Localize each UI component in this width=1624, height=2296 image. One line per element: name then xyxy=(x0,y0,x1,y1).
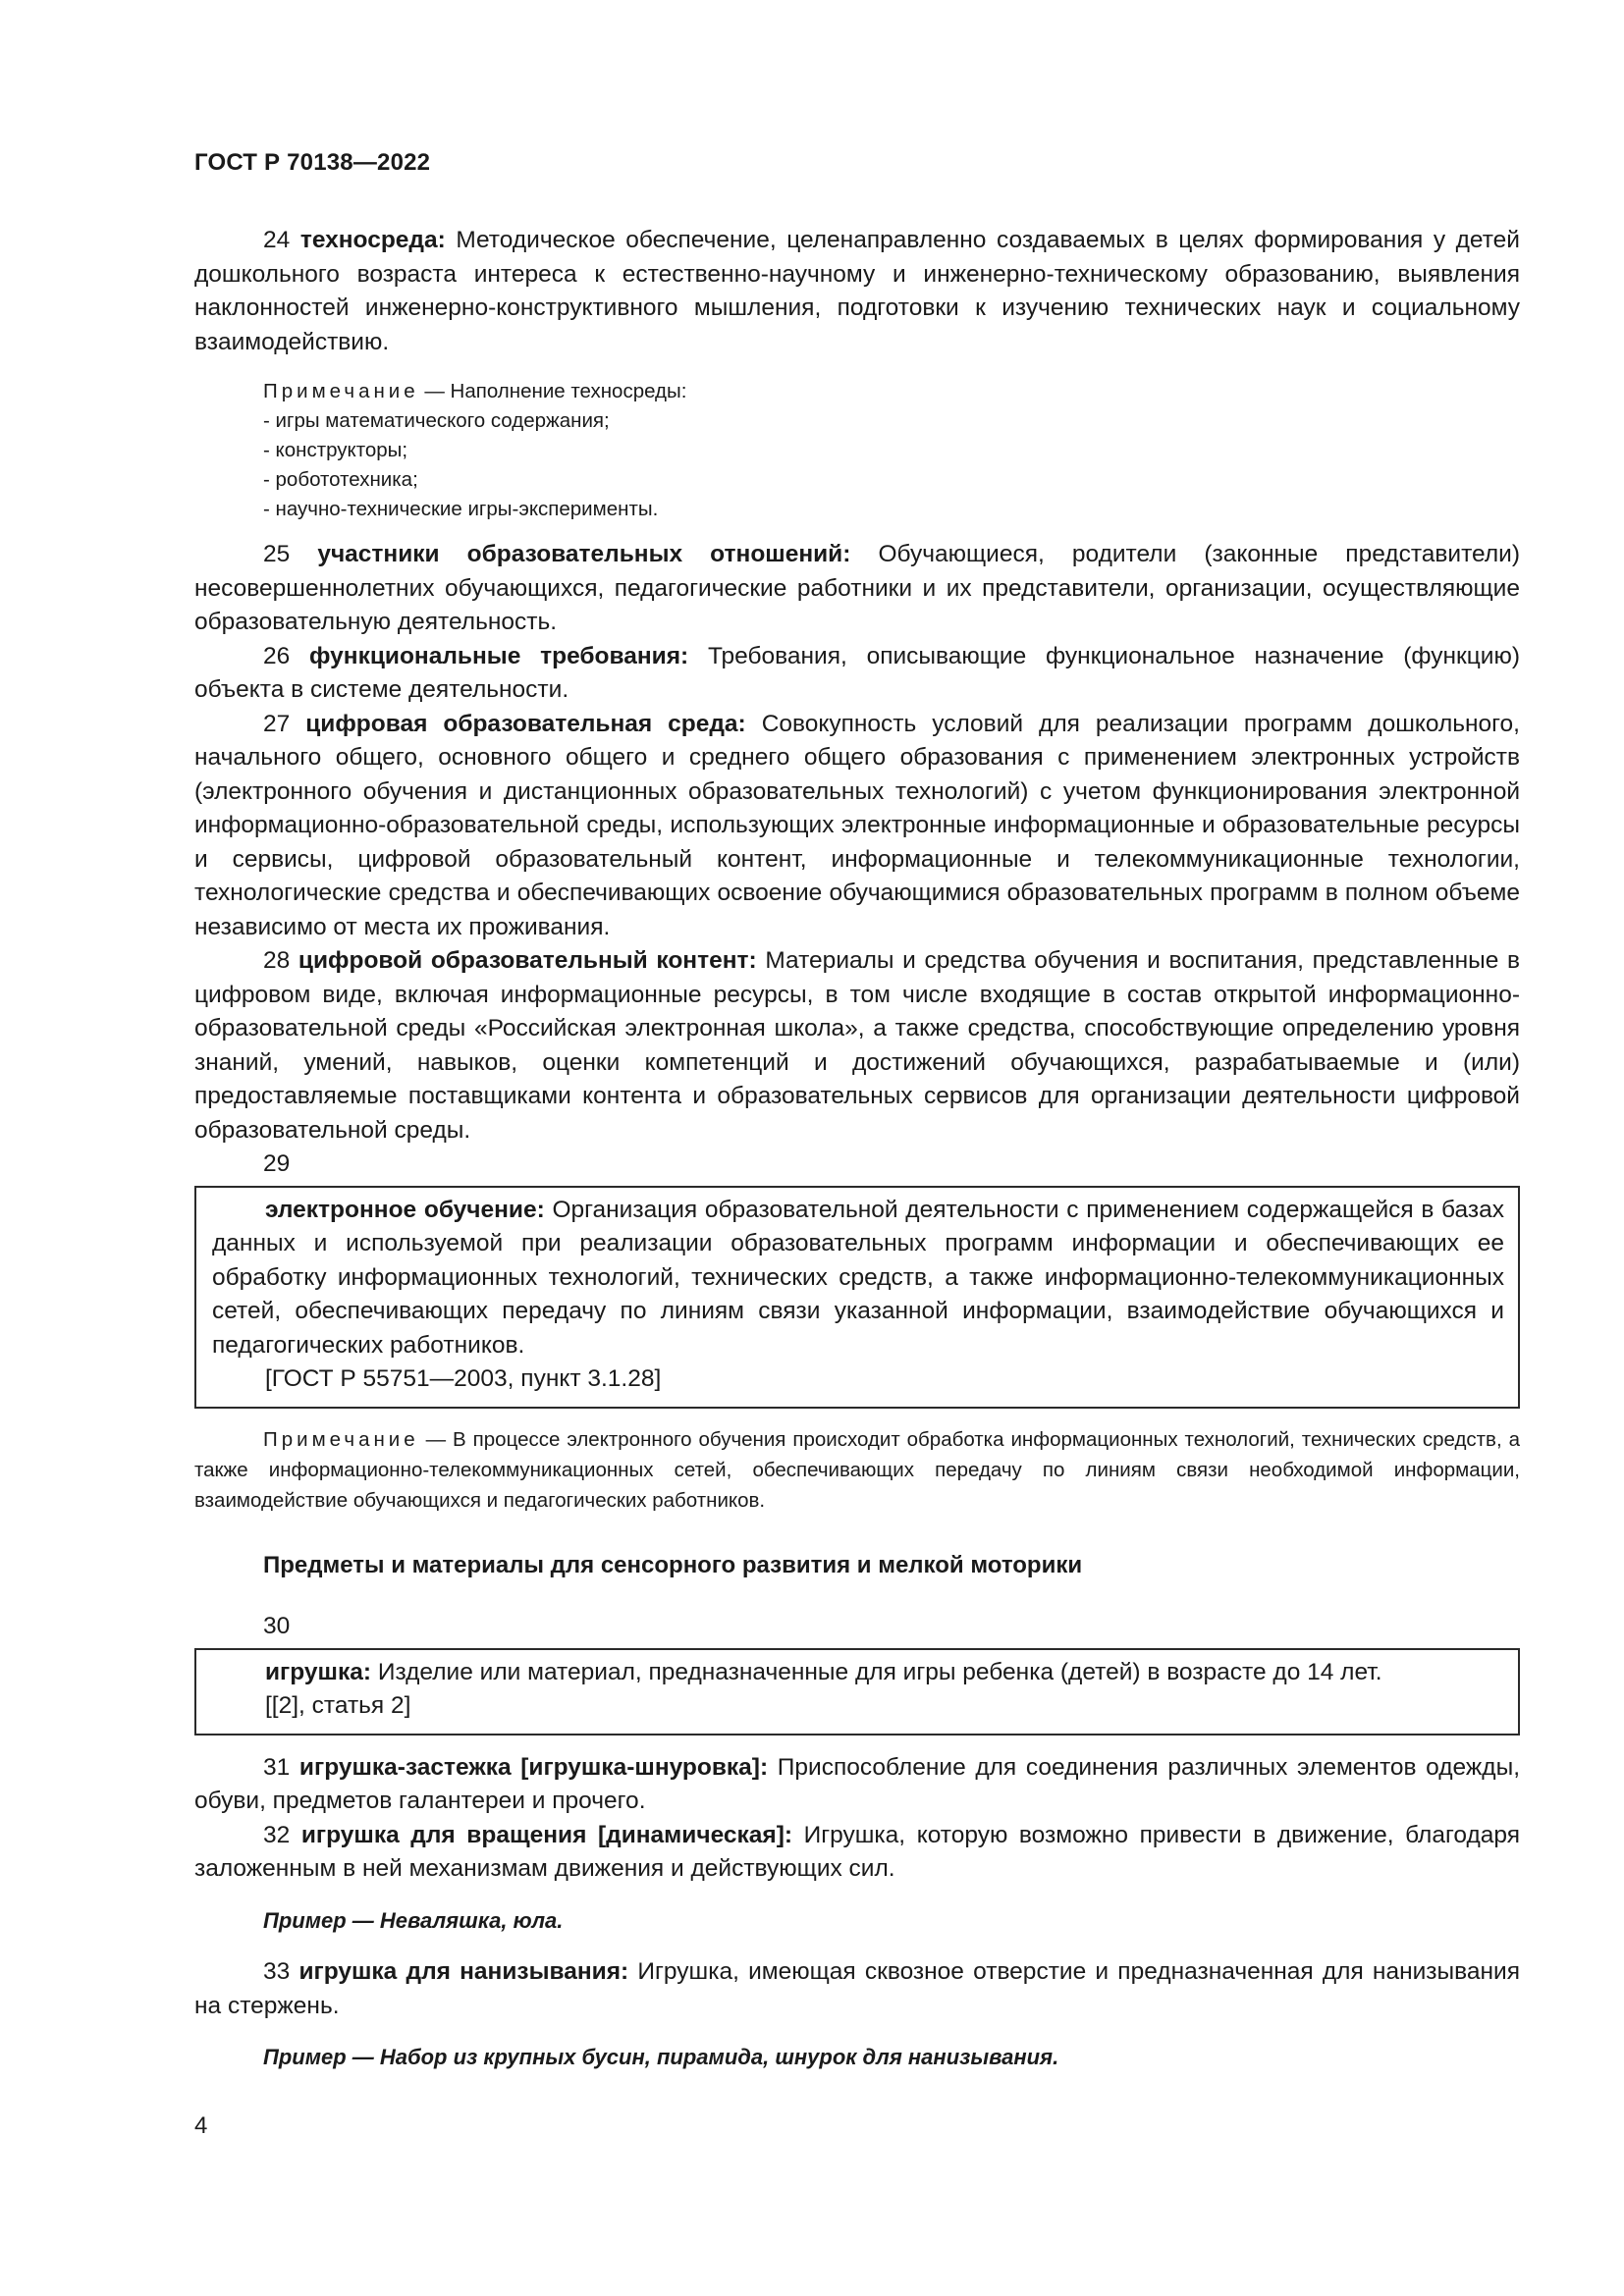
term-number: 33 xyxy=(263,1958,291,1985)
section-heading: Предметы и материалы для сенсорного развития и мелкой моторики xyxy=(263,1551,1083,1578)
term-entry-26 xyxy=(194,640,1520,708)
example-33: Пример — Набор из крупных бусин, пирамида, шнурок для нанизывания. xyxy=(263,2045,1059,2069)
term-number-29: 29 xyxy=(263,1150,291,1177)
term-name: электронное обучение: xyxy=(265,1196,545,1223)
term-entry-31 xyxy=(194,1751,1520,1819)
term-box-30 xyxy=(194,1648,1520,1735)
term-number: 28 xyxy=(263,947,291,974)
term-entry-29 xyxy=(212,1194,1504,1363)
term-definition: Методическое обеспечение, целенаправленно создаваемых в целях формирования у детей дошкольного возраста интереса к естественно-научному и инженерно-техническому образованию, выявления наклонностей инженерно-конструктивного мышления, подготовки к изучению технических наук и социальному взаимодействию. xyxy=(194,227,1520,355)
term-definition: Изделие или материал, предназначенные для игры ребенка (детей) в возрасте до 14 лет. xyxy=(377,1658,1382,1685)
term-name: техносреда: xyxy=(299,227,446,253)
term-definition: Материалы и средства обучения и воспитания, представленные в цифровом виде, включая информационные ресурсы, в том числе входящие в состав открытой информационно-образовательной среды «Российская электронная школа», а также средства, способствующие определению уровня знаний, умений, навыков, оценки компетенций и достижений обучающихся, разрабатываемые и (или) предоставляемые поставщиками контента и образовательных сервисов для организации деятельности цифровой образовательной среды. xyxy=(194,947,1520,1144)
term-name: игрушка-застежка [игрушка-шнуровка]: xyxy=(298,1753,769,1781)
term-name: игрушка для вращения [динамическая]: xyxy=(300,1821,793,1848)
term-definition: Игрушка, которую возможно привести в движение, благодаря заложенным в ней механизмам движения и действующих сил. xyxy=(194,1821,1520,1882)
term-definition: Обучающиеся, родители (законные представители) несовершеннолетних обучающихся, педагогические работники и их представители, организации, осуществляющие образовательную деятельность. xyxy=(194,541,1520,635)
note-list-item: - научно-технические игры-эксперименты. xyxy=(263,498,659,520)
term-entry-30 xyxy=(212,1656,1504,1690)
term-entry-28 xyxy=(194,944,1520,1148)
term-name: функциональные требования: xyxy=(309,642,689,669)
term-number: 25 xyxy=(263,541,291,567)
term-definition: Приспособление для соединения различных элементов одежды, обуви, предметов галантереи и прочего. xyxy=(194,1753,1521,1814)
term-name: игрушка: xyxy=(265,1658,372,1685)
term-definition: Игрушка, имеющая сквозное отверстие и предназначенная для нанизывания на стержень. xyxy=(194,1958,1520,2019)
term-entry-33 xyxy=(194,1955,1520,2023)
term-source: [ГОСТ Р 55751—2003, пункт 3.1.28] xyxy=(265,1365,662,1392)
example-32: Пример — Неваляшка, юла. xyxy=(263,1907,564,1933)
term-source: [[2], статья 2] xyxy=(265,1692,411,1719)
term-number: 32 xyxy=(263,1821,291,1848)
term-name: игрушка для нанизывания: xyxy=(298,1958,629,1985)
term-definition: Требования, описывающие функциональное назначение (функцию) объекта в системе деятельности. xyxy=(194,642,1521,703)
term-number: 24 xyxy=(263,227,291,253)
document-code: ГОСТ Р 70138—2022 xyxy=(194,149,431,176)
note-technosreda xyxy=(263,377,1520,524)
term-entry-32 xyxy=(194,1819,1520,1887)
term-entry-24 xyxy=(194,224,1520,359)
term-number-30: 30 xyxy=(263,1613,291,1639)
note-list-item: - робототехника; xyxy=(263,468,418,491)
note-label: Примечание xyxy=(263,1427,419,1451)
term-number: 31 xyxy=(263,1753,291,1781)
term-name: участники образовательных отношений: xyxy=(317,541,851,567)
term-definition: Совокупность условий для реализации программ дошкольного, начального общего, основного общего и среднего общего образования с применением электронных устройств (электронного обучения и дистанционных образовательных технологий) с учетом функционирования электронной информационно-образовательной среды, использующих электронные информационные и образовательные ресурсы и сервисы, цифровой образовательный контент, информационные и телекоммуникационные технологии, технологические средства и обеспечивающих освоение обучающимися образовательных программ в полном объеме независимо от места их проживания. xyxy=(194,710,1520,940)
term-name: цифровая образовательная среда: xyxy=(305,710,746,737)
note-label: Примечание xyxy=(263,380,419,402)
page-number: 4 xyxy=(194,2112,208,2139)
document-body xyxy=(194,224,1520,2093)
term-box-29 xyxy=(194,1186,1520,1409)
term-definition: Организация образовательной деятельности с применением содержащейся в базах данных и используемой при реализации образовательных программ информации и обеспечивающих ее обработку информационных технологий, технических средств, а также информационно-телекоммуникационных сетей, обеспечивающих передачу по линиям связи указанной информации, взаимодействие обучающихся и педагогических работников. xyxy=(212,1196,1504,1359)
note-text: — В процессе электронного обучения происходит обработка информационных технологий, технических средств, а также информационно-телекоммуникационных сетей, обеспечивающих передачу по линиям связи необходимой информации, взаимодействие обучающихся и педагогических работников. xyxy=(194,1427,1520,1512)
term-entry-27 xyxy=(194,708,1520,945)
term-number: 27 xyxy=(263,710,291,737)
note-title: — Наполнение техносреды: xyxy=(424,380,687,402)
term-entry-25 xyxy=(194,538,1520,640)
term-number: 26 xyxy=(263,642,291,669)
note-list-item: - конструкторы; xyxy=(263,439,408,461)
note-e-learning xyxy=(194,1424,1520,1516)
note-list-item: - игры математического содержания; xyxy=(263,409,610,432)
term-name: цифровой образовательный контент: xyxy=(298,947,757,974)
